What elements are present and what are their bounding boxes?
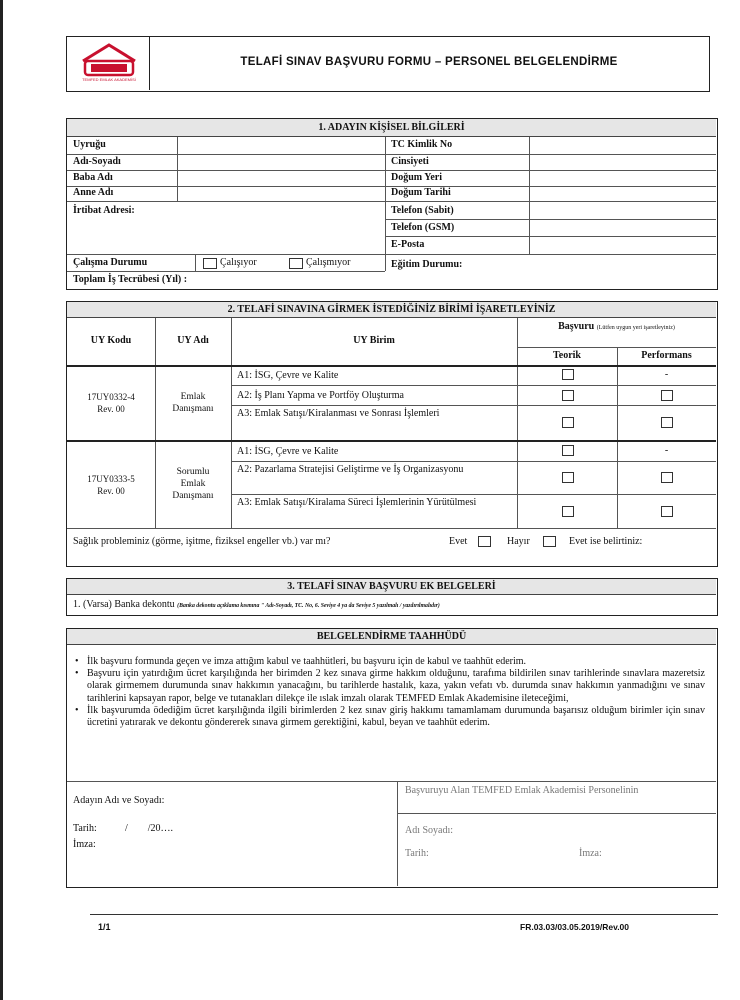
label-phone-gsm: Telefon (GSM) <box>391 222 455 233</box>
health-question: Sağlık probleminiz (görme, işitme, fiziksel engeller vb.) var mı? <box>73 536 331 547</box>
checkbox-perf-1-a2[interactable] <box>661 390 673 401</box>
logo <box>73 39 145 89</box>
col-application-label: Başvuru <box>558 321 595 332</box>
col-performance: Performans <box>641 350 692 361</box>
label-work-status: Çalışma Durumu <box>73 257 148 268</box>
staff-label: Başvuruyu Alan TEMFED Emlak Akademisi Personelinin <box>405 785 639 796</box>
label-nationality: Uyruğu <box>73 139 106 150</box>
checkbox-theory-2-a3[interactable] <box>562 506 574 517</box>
section-commitment <box>66 628 718 888</box>
checkbox-perf-2-a3[interactable] <box>661 506 673 517</box>
label-experience: Toplam İş Tecrübesi (Yıl) : <box>73 274 188 285</box>
perf-2-a1-dash: - <box>664 445 669 456</box>
uy-code-1-rev: Rev. 00 <box>97 404 125 414</box>
perf-1-a1-dash: - <box>664 369 669 380</box>
uy-code-2 <box>67 473 155 497</box>
footer-page: 1/1 <box>98 922 111 932</box>
checkbox-theory-1-a3[interactable] <box>562 417 574 428</box>
label-email: E-Posta <box>391 239 425 250</box>
checkbox-theory-1-a2[interactable] <box>562 390 574 401</box>
label-specify: Evet ise belirtiniz: <box>569 536 643 547</box>
checkbox-theory-2-a2[interactable] <box>562 472 574 483</box>
uy-name-1: Emlak Danışmanı <box>172 392 214 414</box>
form-header <box>66 36 710 92</box>
section-1-title: 1. ADAYIN KİŞİSEL BİLGİLERİ <box>67 119 716 137</box>
staff-sign-label: İmza: <box>579 848 602 859</box>
col-uy-code: UY Kodu <box>90 335 132 346</box>
label-gender: Cinsiyeti <box>391 156 429 167</box>
logo-caption: TEMFED EMLAK AKADEMİSİ <box>82 77 136 82</box>
form-title: TELAFİ SINAV BAŞVURU FORMU – PERSONEL BELGELENDİRME <box>240 56 618 68</box>
col-uy-unit: UY Birim <box>353 335 395 346</box>
label-name-surname: Adı-Soyadı <box>73 156 121 167</box>
label-birth-date: Doğum Tarihi <box>391 187 451 198</box>
label-no: Hayır <box>507 536 530 547</box>
col-theory: Teorik <box>553 350 581 361</box>
checkbox-theory-1-a1[interactable] <box>562 369 574 380</box>
label-phone-landline: Telefon (Sabit) <box>391 205 454 216</box>
label-mother-name: Anne Adı <box>73 187 114 198</box>
commitment-title: BELGELENDİRME TAAHHÜDÜ <box>67 629 716 645</box>
checkbox-not-working[interactable] <box>289 258 303 269</box>
staff-date-label: Tarih: <box>405 848 429 859</box>
checkbox-working[interactable] <box>203 258 217 269</box>
section-attachments <box>66 578 718 616</box>
col-application <box>517 321 716 334</box>
label-yes: Evet <box>449 536 468 547</box>
commitment-item-3: • İlk başvurumda ödediğim ücret karşılığında ilgili birimlerden 2 kez sınav giriş hakkımı tamamlamam durumunda başarısız olduğum birimler için sınav ücretini yatırarak ve dekontu göndererek sınava girmem gerektiğini, kabul, beyan ve taahhüt ederim. <box>75 705 705 729</box>
label-father-name: Baba Adı <box>73 172 113 183</box>
label-not-working: Çalışmıyor <box>306 257 351 268</box>
commitment-item-1: • İlk başvuru formunda geçen ve imza attığım kabul ve taahhütleri, bu başvuru için de kabul ve taahhüt ederim. <box>75 656 705 668</box>
label-education: Eğitim Durumu: <box>391 259 463 270</box>
col-application-note: (Lütfen uygun yeri işaretleyiniz) <box>596 325 675 331</box>
checkbox-perf-1-a3[interactable] <box>661 417 673 428</box>
section-2-title: 2. TELAFİ SINAVINA GİRMEK İSTEDİĞİNİZ BİRİMİ İŞARETLEYİNİZ <box>67 302 716 318</box>
commitment-item-2: • Başvuru için yatırdığım ücret karşılığında her birimden 2 kez sınava girme hakkım olduğunu, tarafıma bildirilen sınav tarihlerinde sınavlara mazeretsiz olarak girmemem durumunda sınav hakkımın yanacağını, bu tarihlerde hastalık, kaza, yakın vefatı vb. durumda sınav hakkımın yanmadığını ve sınav tarihlerini kapsayan rapor, belge ve tutanakları dilekçe ile ıslak imzalı olarak TEMFED Emlak Akademisine ileteceğimi, <box>75 668 705 705</box>
uy-code-1 <box>67 391 155 415</box>
checkbox-perf-2-a2[interactable] <box>661 472 673 483</box>
candidate-name-label: Adayın Adı ve Soyadı: <box>73 795 165 806</box>
section-3-title: 3. TELAFİ SINAV BAŞVURU EK BELGELERİ <box>67 579 716 595</box>
unit-2-a1: A1: İSG, Çevre ve Kalite <box>237 446 339 457</box>
footer-rule <box>90 914 718 915</box>
candidate-date-value: / /20…. <box>125 823 174 834</box>
staff-name-label: Adı Soyadı: <box>405 825 454 836</box>
label-tc-id: TC Kimlik No <box>391 139 453 150</box>
label-working: Çalışıyor <box>220 257 257 268</box>
unit-1-a2: A2: İş Planı Yapma ve Portföy Oluşturma <box>237 390 404 401</box>
label-birth-place: Doğum Yeri <box>391 172 443 183</box>
uy-code-1-value: 17UY0332-4 <box>87 392 135 402</box>
label-address: İrtibat Adresi: <box>73 205 135 216</box>
section-unit-selection <box>66 301 718 567</box>
attachment-item-note: (Banka dekontu açıklama kısmına " Adı-Soyadı, TC. No, 6. Seviye 4 ya da Seviye 5 yazılmalı / yazdırılmalıdır) <box>177 603 440 609</box>
attachment-item <box>73 599 440 610</box>
col-uy-name: UY Adı <box>177 335 209 346</box>
uy-name-2: Sorumlu Emlak Danışmanı <box>172 467 214 501</box>
uy-code-2-value: 17UY0333-5 <box>87 474 135 484</box>
footer-code: FR.03.03/03.05.2019/Rev.00 <box>520 922 630 932</box>
unit-2-a3: A3: Emlak Satışı/Kiralama Süreci İşlemlerinin Yürütülmesi <box>237 497 477 508</box>
unit-1-a1: A1: İSG, Çevre ve Kalite <box>237 370 339 381</box>
unit-1-a3: A3: Emlak Satışı/Kiralanması ve Sonrası İşlemleri <box>237 408 440 419</box>
uy-code-2-rev: Rev. 00 <box>97 486 125 496</box>
attachment-item-label: 1. (Varsa) Banka dekontu <box>73 599 175 610</box>
checkbox-theory-2-a1[interactable] <box>562 445 574 456</box>
section-personal-info <box>66 118 718 290</box>
checkbox-health-yes[interactable] <box>478 536 491 547</box>
candidate-sign-label: İmza: <box>73 839 96 850</box>
checkbox-health-no[interactable] <box>543 536 556 547</box>
unit-2-a2: A2: Pazarlama Stratejisi Geliştirme ve İş Organizasyonu <box>237 464 464 475</box>
candidate-date-label: Tarih: <box>73 823 97 834</box>
commitment-list <box>75 656 705 729</box>
page-edge <box>0 0 3 1000</box>
